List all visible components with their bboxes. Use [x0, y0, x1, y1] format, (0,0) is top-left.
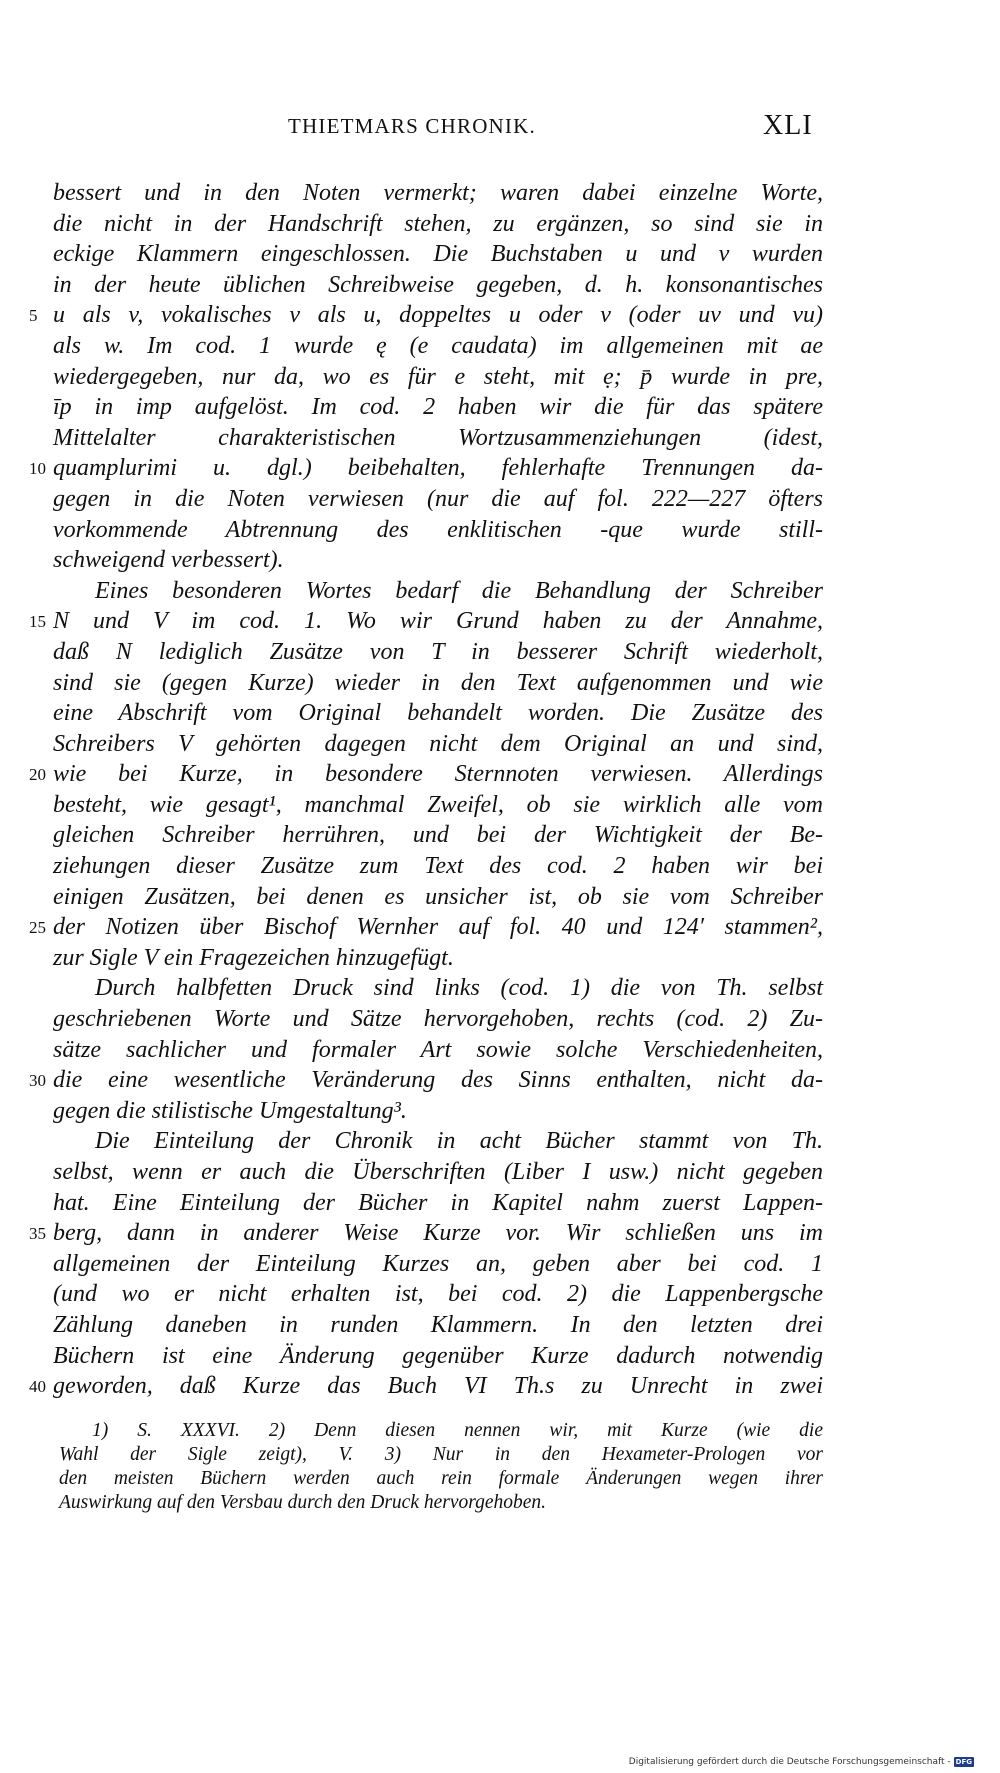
digitization-note-text: Digitalisierung gefördert durch die Deutsche Forschungsgemeinschaft -	[628, 1757, 951, 1767]
text-line	[0, 241, 1000, 272]
line-number: 35	[29, 1224, 46, 1244]
text-line	[0, 792, 1000, 823]
line-number: 15	[29, 612, 46, 632]
line-text: bessert und in den Noten vermerkt; waren dabei einzelne Worte,	[53, 180, 823, 206]
line-text: in der heute üblichen Schreibweise gegeben, d. h. konsonantisches	[53, 271, 823, 298]
text-line	[0, 822, 1000, 853]
line-text: selbst, wenn er auch die Überschriften (Liber I usw.) nicht gegeben	[53, 1159, 823, 1185]
line-text: gleichen Schreiber herrühren, und bei der Wichtigkeit der Be-	[53, 822, 823, 849]
text-line	[0, 700, 1000, 731]
line-text: geschriebenen Worte und Sätze hervorgehoben, rechts (cod. 2) Zu-	[53, 1006, 823, 1033]
text-line	[0, 761, 1000, 792]
line-text: eckige Klammern eingeschlossen. Die Buchstaben u und v wurden	[53, 241, 823, 268]
footnote-line	[0, 1444, 1000, 1468]
line-text: N und V im cod. 1. Wo wir Grund haben zu der Annahme,	[53, 608, 823, 635]
text-line	[0, 1251, 1000, 1282]
line-text: gegen in die Noten verwiesen (nur die auf fol. 222—227 öfters	[53, 485, 823, 512]
text-line	[0, 272, 1000, 303]
line-text: Mittelalter charakteristischen Wortzusammenziehungen (idest,	[53, 424, 823, 451]
text-line	[0, 1037, 1000, 1068]
line-text: berg, dann in anderer Weise Kurze vor. Wir schließen uns im	[53, 1220, 823, 1247]
text-line	[0, 364, 1000, 395]
text-line	[0, 1220, 1000, 1251]
text-line	[0, 1159, 1000, 1190]
text-line	[0, 1373, 1000, 1404]
running-title: THIETMARS CHRONIK.	[288, 114, 536, 138]
line-text: allgemeinen der Einteilung Kurzes an, geben aber bei cod. 1	[53, 1250, 823, 1277]
text-line	[0, 1343, 1000, 1374]
line-text: quamplurimi u. dgl.) beibehalten, fehlerhafte Trennungen da-	[53, 455, 823, 482]
line-text: sind sie (gegen Kurze) wieder in den Text aufgenommen und wie	[53, 669, 823, 696]
text-line	[0, 731, 1000, 762]
page-number: XLI	[763, 110, 813, 141]
text-line	[0, 211, 1000, 242]
text-line	[0, 1190, 1000, 1221]
footnote-text: Auswirkung auf den Versbau durch den Druck hervorgehoben.	[59, 1492, 547, 1513]
line-text: wie bei Kurze, in besondere Sternnoten verwiesen. Allerdings	[53, 761, 823, 788]
line-text: īp in imp aufgelöst. Im cod. 2 haben wir die für das spätere	[53, 394, 823, 421]
text-line	[0, 486, 1000, 517]
text-line	[0, 547, 1000, 578]
line-text: der Notizen über Bischof Wernher auf fol. 40 und 124′ stammen²,	[53, 914, 823, 941]
line-text: vorkommende Abtrennung des enklitischen -que wurde still-	[53, 516, 823, 543]
text-line	[0, 578, 1000, 609]
line-text: daß N lediglich Zusätze von T in besserer Schrift wiederholt,	[53, 638, 823, 665]
text-line	[0, 425, 1000, 456]
text-line	[0, 914, 1000, 945]
line-text: sätze sachlicher und formaler Art sowie solche Verschiedenheiten,	[53, 1036, 823, 1063]
line-number: 40	[29, 1377, 46, 1397]
line-text: wiedergegeben, nur da, wo es für e steht, mit ẹ; p̄ wurde in pre,	[53, 363, 823, 390]
text-line	[0, 1281, 1000, 1312]
text-line	[0, 333, 1000, 364]
footnote-line	[0, 1420, 1000, 1444]
line-text: (und wo er nicht erhalten ist, bei cod. 2) die Lappenbergsche	[53, 1281, 823, 1308]
line-text: gegen die stilistische Umgestaltung³.	[53, 1097, 407, 1124]
text-line	[0, 1128, 1000, 1159]
line-text: Schreibers V gehörten dagegen nicht dem Original an und sind,	[53, 730, 823, 757]
line-text: zur Sigle V ein Fragezeichen hinzugefügt.	[53, 944, 454, 971]
line-text: die nicht in der Handschrift stehen, zu ergänzen, so sind sie in	[53, 210, 823, 237]
text-line	[0, 302, 1000, 333]
line-text: u als v, vokalisches v als u, doppeltes u oder v (oder uv und vu)	[53, 302, 823, 329]
text-line	[0, 1098, 1000, 1129]
line-number: 5	[29, 306, 38, 326]
text-line	[0, 608, 1000, 639]
line-text: die eine wesentliche Veränderung des Sinns enthalten, nicht da-	[53, 1067, 823, 1094]
line-text: Eines besonderen Wortes bedarf die Behandlung der Schreiber	[95, 577, 823, 604]
line-text: als w. Im cod. 1 wurde ę (e caudata) im allgemeinen mit ae	[53, 332, 823, 359]
text-line	[0, 975, 1000, 1006]
text-line	[0, 1006, 1000, 1037]
line-text: ziehungen dieser Zusätze zum Text des cod. 2 haben wir bei	[53, 853, 823, 880]
footnote-text: 1) S. XXXVI. 2) Denn diesen nennen wir, mit Kurze (wie die	[92, 1420, 823, 1441]
line-number: 30	[29, 1071, 46, 1091]
line-number: 10	[29, 459, 46, 479]
text-line	[0, 1312, 1000, 1343]
digitization-note	[629, 1757, 974, 1767]
text-line	[0, 394, 1000, 425]
line-text: geworden, daß Kurze das Buch VI Th.s zu Unrecht in zwei	[53, 1373, 823, 1400]
footnote-text: den meisten Büchern werden auch rein formale Änderungen wegen ihrer	[59, 1468, 823, 1489]
line-text: Die Einteilung der Chronik in acht Bücher stammt von Th.	[95, 1128, 823, 1155]
page-header	[0, 110, 1000, 150]
text-line	[0, 884, 1000, 915]
line-text: Büchern ist eine Änderung gegenüber Kurze dadurch notwendig	[53, 1342, 823, 1369]
body-text	[0, 180, 1000, 1404]
footnotes	[0, 1420, 1000, 1516]
footnote-line	[0, 1492, 1000, 1516]
text-line	[0, 853, 1000, 884]
dfg-logo: DFG	[955, 1758, 972, 1766]
line-text: eine Abschrift vom Original behandelt worden. Die Zusätze des	[53, 700, 823, 727]
text-line	[0, 670, 1000, 701]
line-text: Durch halbfetten Druck sind links (cod. 1) die von Th. selbst	[95, 975, 823, 1002]
text-line	[0, 1067, 1000, 1098]
line-text: schweigend verbessert).	[53, 547, 284, 574]
line-text: besteht, wie gesagt¹, manchmal Zweifel, ob sie wirklich alle vom	[53, 791, 823, 818]
text-line	[0, 180, 1000, 211]
line-text: hat. Eine Einteilung der Bücher in Kapitel nahm zuerst Lappen-	[53, 1189, 823, 1216]
line-number: 25	[29, 918, 46, 938]
footnote-line	[0, 1468, 1000, 1492]
text-line	[0, 639, 1000, 670]
line-text: einigen Zusätzen, bei denen es unsicher ist, ob sie vom Schreiber	[53, 883, 823, 910]
line-number: 20	[29, 765, 46, 785]
text-line	[0, 517, 1000, 548]
footnote-text: Wahl der Sigle zeigt), V. 3) Nur in den Hexameter-Prologen vor	[59, 1444, 823, 1465]
text-line	[0, 455, 1000, 486]
text-line	[0, 945, 1000, 976]
line-text: Zählung daneben in runden Klammern. In den letzten drei	[53, 1311, 823, 1338]
